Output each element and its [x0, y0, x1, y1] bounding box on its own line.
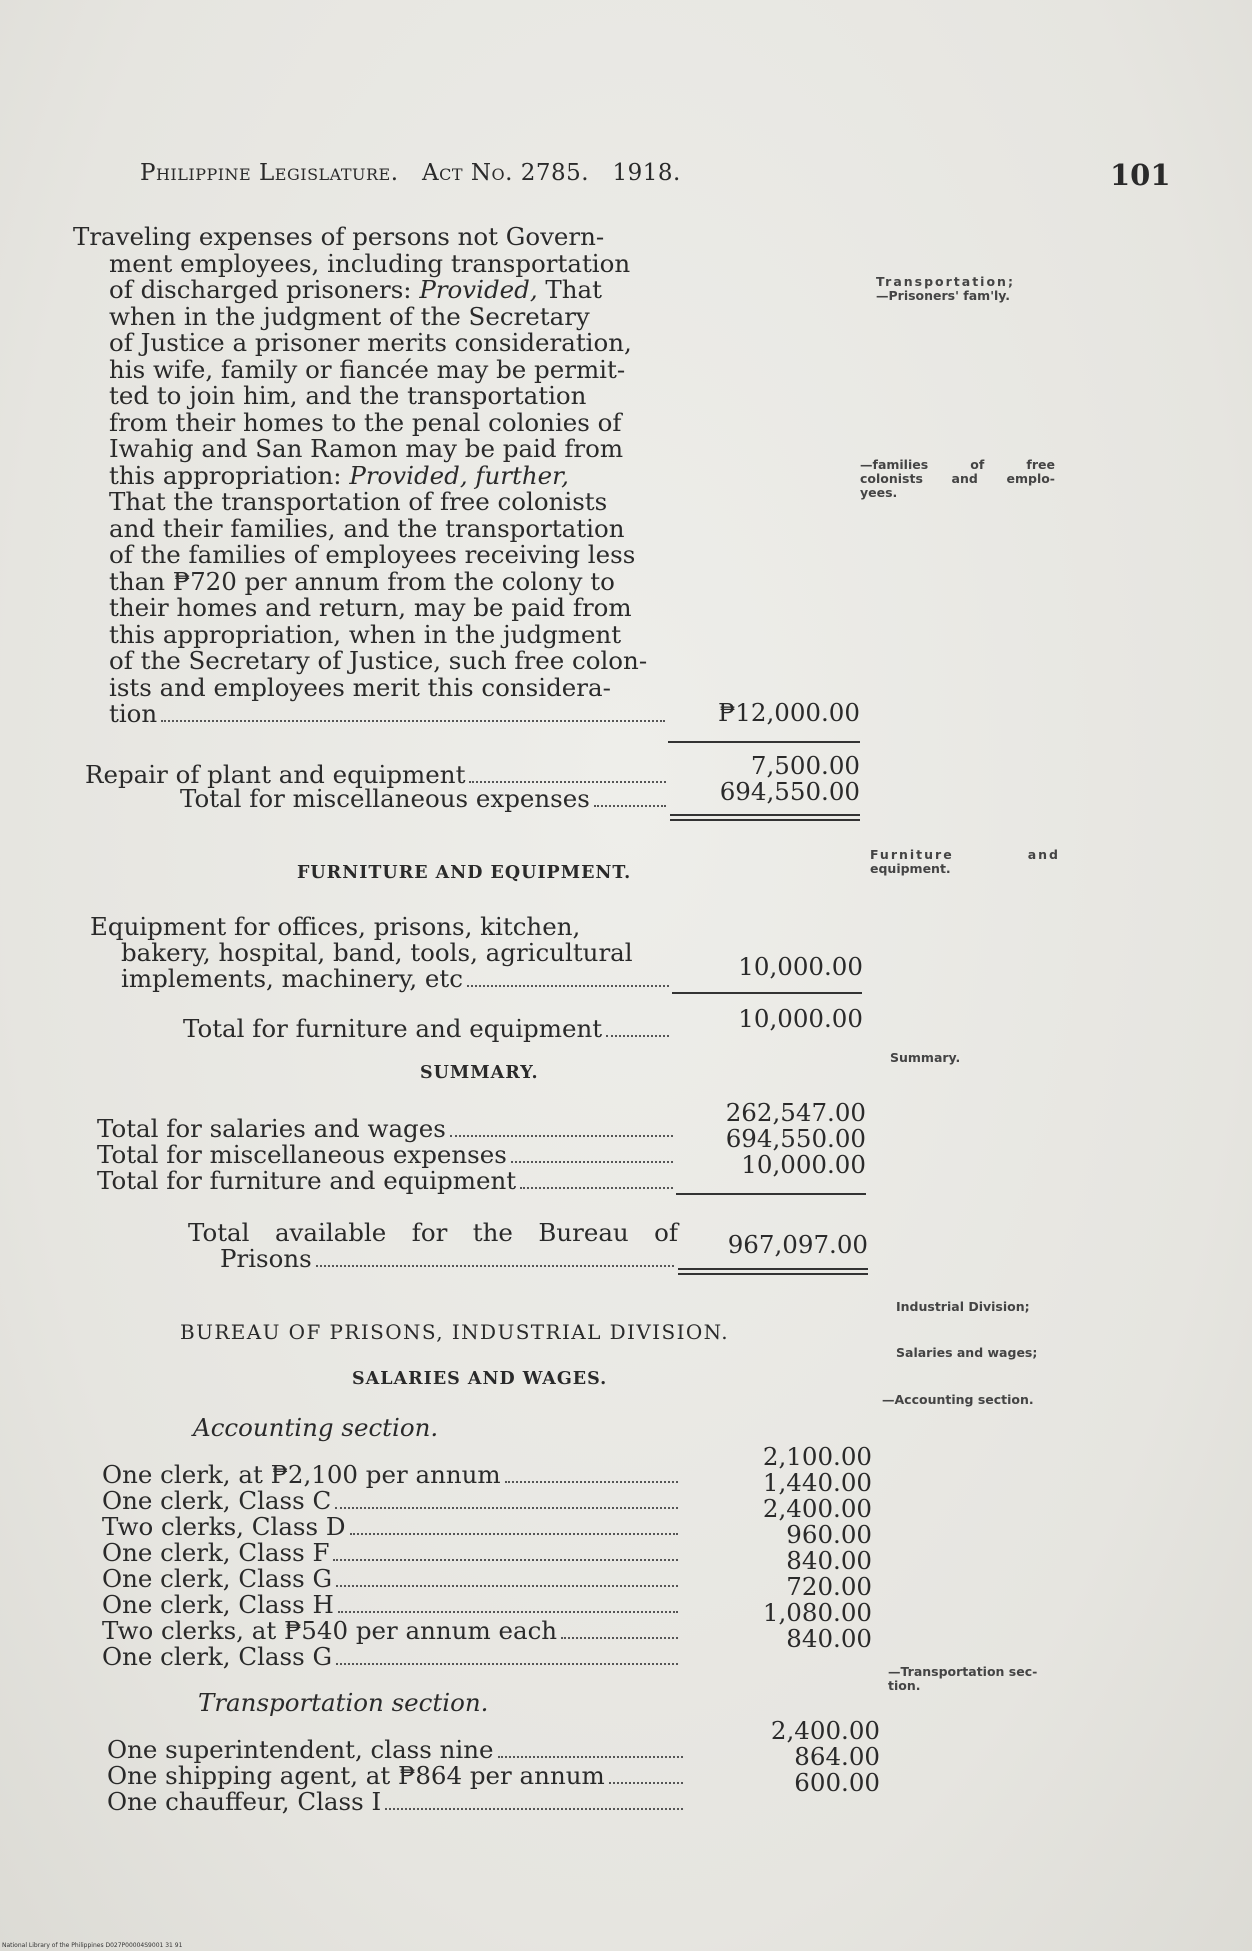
rule — [678, 1268, 868, 1270]
rule — [668, 741, 860, 743]
margin-note-transportation: Transportation; —Prisoners' fam'ly. — [876, 274, 1015, 303]
margin-note-transport-section: —Transportation sec- tion. — [888, 1664, 1038, 1693]
transportation-row: One superintendent, class nine — [107, 1737, 687, 1764]
misc-total-amount: 694,550.00 — [719, 777, 860, 806]
accounting-row: One clerk, Class C — [102, 1488, 682, 1515]
para-line: of discharged prisoners: Provided, That — [109, 275, 602, 304]
margin-note-summary: Summary. — [890, 1050, 961, 1065]
furniture-item-line: Equipment for offices, prisons, kitchen, — [90, 912, 581, 941]
furniture-item-line: bakery, hospital, band, tools, agricultural — [121, 938, 633, 967]
summary-heading: SUMMARY. — [420, 1063, 539, 1083]
para-line: tion — [73, 701, 669, 728]
margin-note-salaries: Salaries and wages; — [896, 1345, 1038, 1360]
scan-footer: National Library of the Philippines D027P00004S9001 31 91 — [2, 1942, 183, 1949]
para-line: and their families, and the transportation — [109, 513, 625, 543]
repair-line: Repair of plant and equipment — [85, 762, 670, 789]
traveling-expenses-paragraph — [73, 224, 663, 728]
accounting-amount: 2,100.00 — [762, 1442, 872, 1471]
para-line: their homes and return, may be paid from — [109, 593, 632, 622]
para-line: than ₱720 per annum from the colony to — [109, 566, 615, 596]
para-line: ists and employees merit this considera- — [109, 672, 611, 702]
accounting-amount: 1,440.00 — [762, 1468, 872, 1497]
salaries-heading: SALARIES AND WAGES. — [352, 1369, 608, 1389]
para-line: his wife, family or fiancée may be permit- — [109, 354, 626, 384]
accounting-amount: 720.00 — [786, 1572, 872, 1601]
para-line: Iwahig and San Ramon may be paid from — [109, 434, 624, 463]
furniture-total-line: Total for furniture and equipment — [183, 1016, 673, 1043]
furniture-item-amount: 10,000.00 — [738, 952, 863, 981]
summary-row: Total for furniture and equipment — [97, 1168, 677, 1195]
para-line: of Justice a prisoner merits consideration, — [109, 328, 632, 357]
accounting-heading: Accounting section. — [193, 1413, 439, 1442]
running-header — [140, 160, 681, 186]
furniture-heading: FURNITURE AND EQUIPMENT. — [297, 863, 632, 883]
transportation-amount: 600.00 — [794, 1768, 880, 1797]
industrial-heading: BUREAU OF PRISONS, INDUSTRIAL DIVISION. — [180, 1320, 730, 1344]
summary-amount: 694,550.00 — [725, 1124, 866, 1153]
para-line: when in the judgment of the Secretary — [109, 301, 590, 331]
accounting-row: One clerk, at ₱2,100 per annum — [102, 1462, 682, 1489]
accounting-row: One clerk, Class F — [102, 1540, 682, 1567]
para-line: ment employees, including transportation — [109, 248, 631, 278]
summary-total-line1: Total available for the Bureau of — [188, 1218, 678, 1247]
header-year: 1918. — [612, 160, 681, 186]
repair-amount: 7,500.00 — [750, 751, 860, 780]
para-line: of the families of employees receiving less — [109, 540, 636, 569]
rule — [670, 819, 860, 821]
accounting-row: One clerk, Class H — [102, 1592, 682, 1619]
traveling-amount: ₱12,000.00 — [718, 698, 860, 727]
accounting-amount: 840.00 — [786, 1624, 872, 1653]
furniture-total-amount: 10,000.00 — [738, 1004, 863, 1033]
accounting-amount: 1,080.00 — [762, 1598, 872, 1627]
para-line: Traveling expenses of persons not Govern- — [73, 222, 605, 251]
para-line: this appropriation, when in the judgment — [109, 619, 622, 649]
furniture-item-line: implements, machinery, etc — [121, 966, 673, 993]
rule — [676, 1193, 866, 1195]
accounting-amount: 2,400.00 — [762, 1494, 872, 1523]
summary-row: Total for salaries and wages — [97, 1116, 677, 1143]
transportation-amount: 864.00 — [794, 1742, 880, 1771]
accounting-amount: 840.00 — [786, 1546, 872, 1575]
accounting-row: One clerk, Class G — [102, 1566, 682, 1593]
para-line: from their homes to the penal colonies of — [109, 407, 622, 437]
para-line: ted to join him, and the transportation — [109, 381, 587, 410]
margin-note-accounting: —Accounting section. — [882, 1392, 1034, 1407]
accounting-row: Two clerks, Class D — [102, 1514, 682, 1541]
para-line: this appropriation: Provided, further, — [109, 460, 569, 490]
accounting-amount: 960.00 — [786, 1520, 872, 1549]
accounting-row: One clerk, Class G — [102, 1644, 682, 1671]
page-number: 101 — [1110, 158, 1171, 192]
rule — [670, 814, 860, 816]
summary-row: Total for miscellaneous expenses — [97, 1142, 677, 1169]
summary-amount: 262,547.00 — [725, 1098, 866, 1127]
margin-note-industrial: Industrial Division; — [896, 1299, 1030, 1314]
para-line: of the Secretary of Justice, such free colon- — [109, 646, 648, 675]
rule — [678, 1273, 868, 1275]
transportation-row: One chauffeur, Class I — [107, 1789, 687, 1816]
misc-total-line: Total for miscellaneous expenses — [180, 786, 670, 813]
margin-note-families: —families of free colonists and emplo- yees. — [860, 457, 1055, 500]
summary-amount: 10,000.00 — [741, 1150, 866, 1179]
transportation-heading: Transportation section. — [198, 1688, 489, 1717]
transportation-row: One shipping agent, at ₱864 per annum — [107, 1763, 687, 1790]
summary-total-amount: 967,097.00 — [727, 1230, 868, 1259]
summary-total-line2: Prisons — [220, 1246, 678, 1273]
para-line: That the transportation of free colonists — [109, 487, 608, 516]
transportation-amount: 2,400.00 — [770, 1716, 880, 1745]
header-title: Philippine Legislature. — [140, 160, 399, 186]
accounting-row: Two clerks, at ₱540 per annum each — [102, 1618, 682, 1645]
header-act: Act No. 2785. — [422, 160, 590, 186]
rule — [672, 992, 862, 994]
margin-note-furniture: Furniture and equipment. — [870, 847, 1060, 876]
